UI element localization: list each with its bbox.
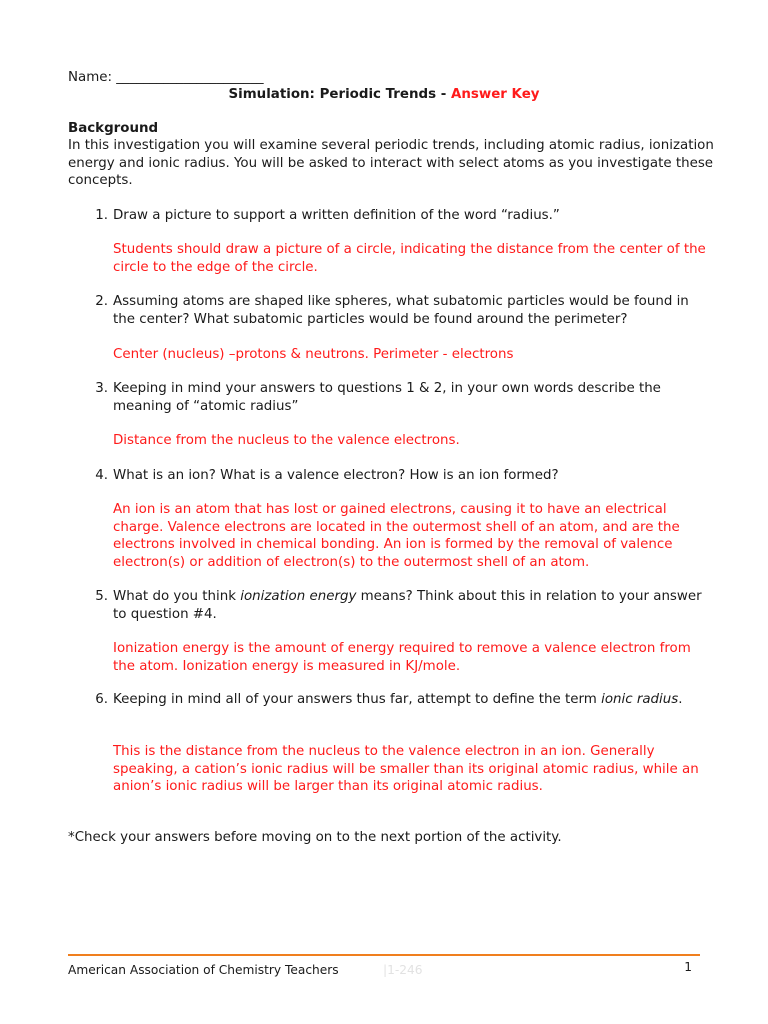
answer-2: Center (nucleus) –protons & neutrons. Perimeter - electrons xyxy=(113,347,514,362)
question-3-text: Keeping in mind your answers to questions 1 & 2, in your own words describe the meaning of “atomic radius” xyxy=(113,381,661,414)
title-answer-key: Answer Key xyxy=(450,87,540,102)
background-heading: Background xyxy=(68,121,159,136)
answer-4: An ion is an atom that has lost or gained electrons, causing it to have an electrical charge. Valence electrons are located in the outermost shell of an atom, and are the electrons involved in chemical bonding. An ion is formed by the removal of valence electron(s) or addition of electron(s) to the outermost shell of an atom. xyxy=(113,502,680,570)
check-answers-note: *Check your answers before moving on to the next portion of the activity. xyxy=(68,830,562,845)
question-6-term: ionic radius xyxy=(601,692,679,707)
question-1-text: Draw a picture to support a written definition of the word “radius.” xyxy=(113,208,560,223)
page-number: 1 xyxy=(684,960,692,974)
question-5-text xyxy=(113,588,713,623)
answer-5: Ionization energy is the amount of energy required to remove a valence electron from the atom. Ionization energy is measured in KJ/mole. xyxy=(113,641,691,674)
question-6-text-before: Keeping in mind all of your answers thus far, attempt to define the term xyxy=(113,692,597,707)
question-1-number: 1. xyxy=(95,208,108,223)
name-blank: ______________________ xyxy=(116,70,264,85)
question-4-text: What is an ion? What is a valence electron? How is an ion formed? xyxy=(113,468,559,483)
name-field xyxy=(68,69,264,86)
question-6-text-after: . xyxy=(678,692,683,707)
document-title xyxy=(0,86,768,103)
question-3-number: 3. xyxy=(95,381,108,396)
question-2-text: Assuming atoms are shaped like spheres, what subatomic particles would be found in the center? What subatomic particles would be found around the perimeter? xyxy=(113,294,689,327)
question-2-number: 2. xyxy=(95,294,108,309)
answer-3: Distance from the nucleus to the valence electrons. xyxy=(113,433,460,448)
question-5-text-before: What do you think xyxy=(113,589,236,604)
question-4-number: 4. xyxy=(95,468,108,483)
question-5-text-after: means? Think about this in relation to your answer to question #4. xyxy=(113,589,702,622)
answer-1: Students should draw a picture of a circle, indicating the distance from the center of the circle to the edge of the circle. xyxy=(113,242,706,275)
question-5-number: 5. xyxy=(95,589,108,604)
question-6-text xyxy=(113,691,713,709)
footer-organization: American Association of Chemistry Teachers xyxy=(68,963,339,977)
footer-code: |1-246 xyxy=(383,963,423,977)
question-5-term: ionization energy xyxy=(240,589,357,604)
question-6-number: 6. xyxy=(95,692,108,707)
background-intro: In this investigation you will examine several periodic trends, including atomic radius, ionization energy and ionic radius. You will be asked to interact with select atoms as you investigate these concepts. xyxy=(68,138,714,188)
footer-rule xyxy=(68,954,700,956)
title-main: Simulation: Periodic Trends - xyxy=(228,87,447,102)
name-label: Name: xyxy=(68,70,113,85)
answer-6: This is the distance from the nucleus to the valence electron in an ion. Generally speaking, a cation’s ionic radius will be smaller than its original atomic radius, while an anion’s ionic radius will be larger than its original atomic radius. xyxy=(113,744,699,794)
